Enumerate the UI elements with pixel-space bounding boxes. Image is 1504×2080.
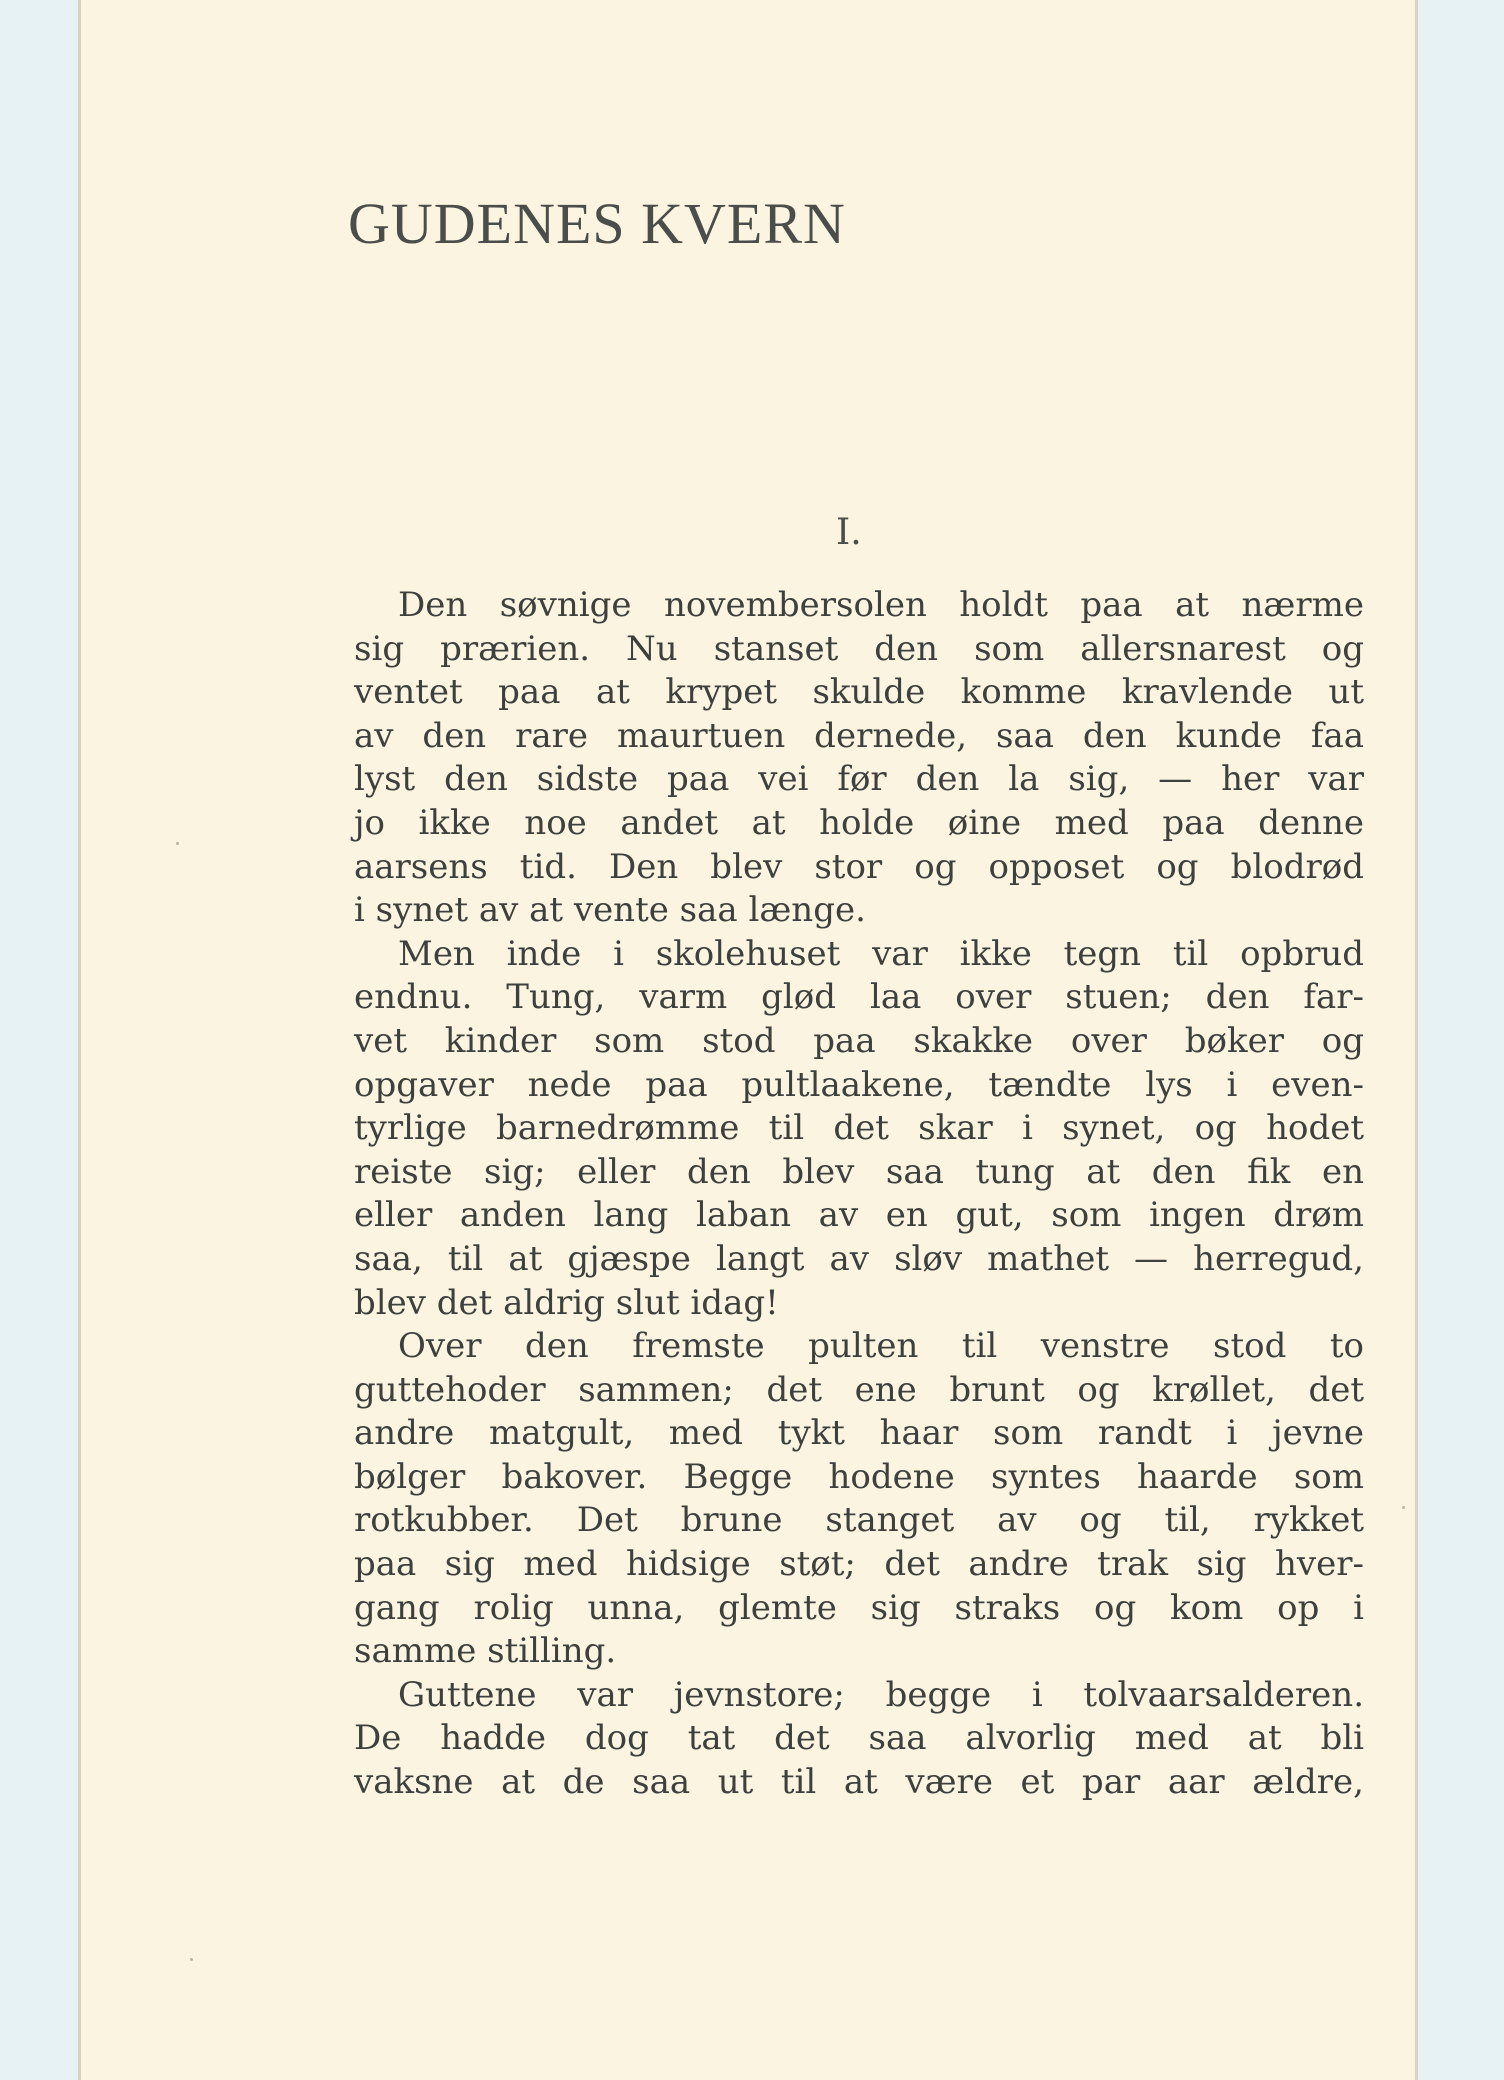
text-line: endnu. Tung, varm glød laa over stuen; den far-: [354, 977, 1364, 1018]
text-line: opgaver nede paa pultlaakene, tændte lys i even-: [354, 1064, 1364, 1105]
text-line: jo ikke noe andet at holde øine med paa denne: [354, 802, 1364, 843]
text-line: guttehoder sammen; det ene brunt og krøllet, det: [354, 1369, 1364, 1410]
text-line: eller anden lang laban av en gut, som ingen drøm: [354, 1195, 1364, 1236]
paper-speck: [176, 842, 179, 845]
paragraph: [354, 584, 1364, 933]
text-line: Den søvnige novembersolen holdt paa at nærme: [398, 585, 1364, 625]
text-line: paa sig med hidsige støt; det andre trak sig hver-: [354, 1544, 1364, 1585]
text-line: ventet paa at krypet skulde komme kravlende ut: [354, 672, 1364, 713]
book-page: [78, 0, 1418, 2080]
paper-speck: [1402, 1506, 1405, 1509]
text-line: reiste sig; eller den blev saa tung at den fik en: [354, 1151, 1364, 1192]
text-line: blev det aldrig slut idag!: [354, 1282, 779, 1323]
chapter-book-title: GUDENES KVERN: [348, 191, 846, 256]
text-line: sig prærien. Nu stanset den som allersnarest og: [354, 628, 1364, 669]
text-line: Guttene var jevnstore; begge i tolvaarsalderen.: [398, 1674, 1364, 1715]
text-line: i synet av at vente saa længe.: [354, 890, 866, 931]
text-line: vet kinder som stod paa skakke over bøker og: [354, 1020, 1364, 1061]
text-line: bølger bakover. Begge hodene syntes haarde som: [354, 1456, 1364, 1497]
text-line: Men inde i skolehuset var ikke tegn til opbrud: [398, 933, 1364, 974]
paragraph: [354, 1674, 1364, 1805]
chapter-number: I.: [836, 512, 862, 553]
text-line: tyrlige barnedrømme til det skar i synet, og hodet: [354, 1108, 1364, 1149]
text-line: De hadde dog tat det saa alvorlig med at bli: [354, 1718, 1364, 1759]
text-line: andre matgult, med tykt haar som randt i jevne: [354, 1413, 1364, 1454]
paragraph: [354, 933, 1364, 1325]
body-text: [354, 584, 1364, 1805]
text-line: av den rare maurtuen dernede, saa den kunde faa: [354, 715, 1364, 756]
text-line: samme stilling.: [354, 1631, 617, 1672]
text-line: gang rolig unna, glemte sig straks og kom op i: [354, 1587, 1364, 1628]
text-line: rotkubber. Det brune stanget av og til, rykket: [354, 1500, 1364, 1541]
paper-speck: [190, 1958, 193, 1961]
paragraph: [354, 1325, 1364, 1674]
text-line: lyst den sidste paa vei før den la sig, — her var: [354, 759, 1364, 800]
text-line: vaksne at de saa ut til at være et par aar ældre,: [354, 1762, 1364, 1803]
text-line: saa, til at gjæspe langt av sløv mathet — herregud,: [354, 1238, 1364, 1279]
text-line: Over den fremste pulten til venstre stod to: [398, 1326, 1364, 1367]
text-line: aarsens tid. Den blev stor og opposet og blodrød: [354, 846, 1364, 887]
